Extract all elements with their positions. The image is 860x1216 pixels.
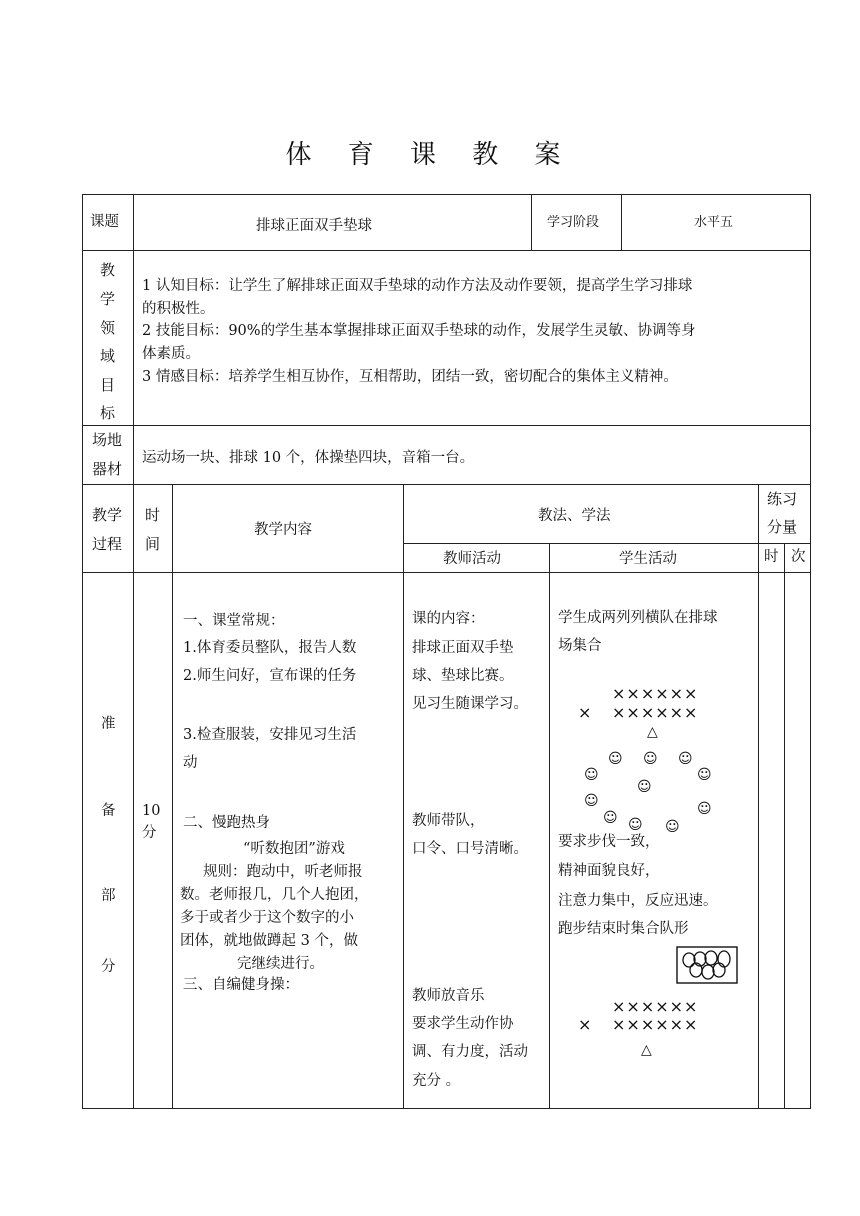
student-item: 场集合 (558, 638, 602, 654)
goals-label-char: 学 (100, 290, 116, 308)
teacher-item: 调、有力度，活动 (412, 1044, 528, 1060)
goals-label-char: 域 (100, 347, 116, 365)
phase-char: 备 (101, 803, 116, 819)
smiley-icon: ☺ (697, 767, 712, 783)
teacher-triangle: △ (641, 1042, 652, 1058)
teacher-item: 口令、口号清晰。 (412, 841, 528, 857)
game-rule: 完继续进行。 (237, 956, 324, 972)
process-header-top: 教学 (92, 506, 123, 524)
student-item: 学生成两列列横队在排球 (558, 610, 718, 626)
phase-char: 准 (101, 716, 116, 732)
teacher-item: 充分 。 (412, 1073, 461, 1089)
venue-label-top: 场地 (92, 431, 123, 449)
goals-label-char: 教 (100, 261, 116, 279)
phase-char: 部 (101, 888, 116, 904)
practice-count-header: 次 (791, 549, 806, 565)
prep-time-value: 10 (142, 803, 161, 819)
phase-char: 分 (101, 959, 116, 975)
venue-label-bottom: 器材 (92, 460, 123, 478)
stage-value: 水平五 (694, 215, 734, 230)
goal-cognitive-cont: 的积极性。 (142, 301, 215, 317)
teacher-item: 要求学生动作协 (412, 1016, 514, 1032)
game-rule: 多于或者少于这个数字的小 (180, 910, 354, 926)
formation-row: ×××××× (612, 684, 699, 703)
content-h3: 三、自编健身操： (183, 977, 299, 993)
process-header-bottom: 过程 (92, 535, 123, 553)
content-h2: 二、慢跑热身 (183, 815, 270, 831)
practice-header-bottom: 分量 (767, 518, 798, 536)
goal-skill-cont: 体素质。 (142, 346, 200, 362)
game-title: “听数抱团”游戏 (243, 841, 345, 857)
content-h1: 一、课堂常规： (183, 613, 285, 629)
methods-header: 教法、学法 (538, 508, 611, 524)
teacher-item: 球、垫球比赛。 (412, 668, 514, 684)
venue-text: 运动场一块、排球 10 个，体操垫四块，音箱一台。 (142, 450, 475, 466)
teacher-item: 教师放音乐 (412, 988, 485, 1004)
time-header-bottom: 间 (145, 535, 161, 553)
formation-row: ×××××× (612, 703, 699, 722)
smiley-icon: ☺ (637, 779, 652, 795)
formation-teacher-mark: × (578, 1015, 593, 1034)
time-header-top: 时 (145, 506, 161, 524)
game-rule: 数。老师报几，几个人抱团， (180, 887, 369, 903)
topic-label: 课题 (90, 214, 119, 230)
smiley-icon: ☺ (603, 810, 618, 826)
goal-skill: 2 技能目标：90%的学生基本掌握排球正面双手垫球的动作，发展学生灵敏、协调等身 (142, 323, 696, 339)
student-item: 要求步伐一致， (558, 834, 660, 850)
content-header: 教学内容 (254, 522, 312, 538)
practice-time-header: 时 (764, 549, 779, 565)
student-item: 跑步结束时集合队形 (558, 921, 689, 937)
goal-affective: 3 情感目标：培养学生相互协作，互相帮助，团结一致，密切配合的集体主义精神。 (142, 369, 678, 385)
teacher-item: 排球正面双手垫 (412, 640, 514, 656)
topic-value: 排球正面双手垫球 (256, 218, 372, 234)
student-header: 学生活动 (619, 551, 677, 567)
teacher-triangle: △ (647, 724, 658, 740)
smiley-icon: ☺ (584, 793, 599, 809)
content-item: 2.师生问好，宣布课的任务 (183, 668, 357, 684)
goals-label-char: 标 (100, 404, 116, 422)
formation-row: ×××××× (612, 997, 699, 1016)
page-title: 体 育 课 教 案 (285, 140, 575, 170)
student-item: 注意力集中，反应迅速。 (558, 893, 718, 909)
smiley-icon: ☺ (608, 751, 623, 767)
game-rule: 规则：跑动中，听老师报 (203, 864, 363, 880)
teacher-item: 见习生随课学习。 (412, 696, 528, 712)
teacher-header: 教师活动 (443, 551, 501, 567)
game-rule: 团体，就地做蹲起 3 个，做 (180, 933, 358, 949)
practice-header-top: 练习 (767, 490, 798, 508)
smiley-icon: ☺ (678, 751, 693, 767)
smiley-icon: ☺ (665, 819, 680, 835)
smiley-icon: ☺ (697, 801, 712, 817)
content-item: 动 (183, 755, 198, 771)
smiley-icon: ☺ (643, 751, 658, 767)
content-item: 1.体育委员整队，报告人数 (183, 640, 357, 656)
student-item: 精神面貌良好， (558, 863, 660, 879)
goal-cognitive: 1 认知目标：让学生了解排球正面双手垫球的动作方法及动作要领，提高学生学习排球 (142, 278, 693, 294)
formation-row: ×××××× (612, 1015, 699, 1034)
group-hug-diagram (676, 946, 738, 984)
smiley-icon: ☺ (584, 767, 599, 783)
teacher-item: 课的内容： (412, 611, 485, 627)
prep-time-unit: 分 (142, 825, 157, 841)
goals-label-char: 领 (100, 319, 116, 337)
formation-teacher-mark: × (578, 703, 593, 722)
stage-label: 学习阶段 (547, 215, 600, 230)
content-item: 3.检查服装，安排见习生活 (183, 727, 357, 743)
goals-label-char: 目 (100, 376, 116, 394)
smiley-icon: ☺ (628, 817, 643, 833)
teacher-item: 教师带队， (412, 813, 485, 829)
